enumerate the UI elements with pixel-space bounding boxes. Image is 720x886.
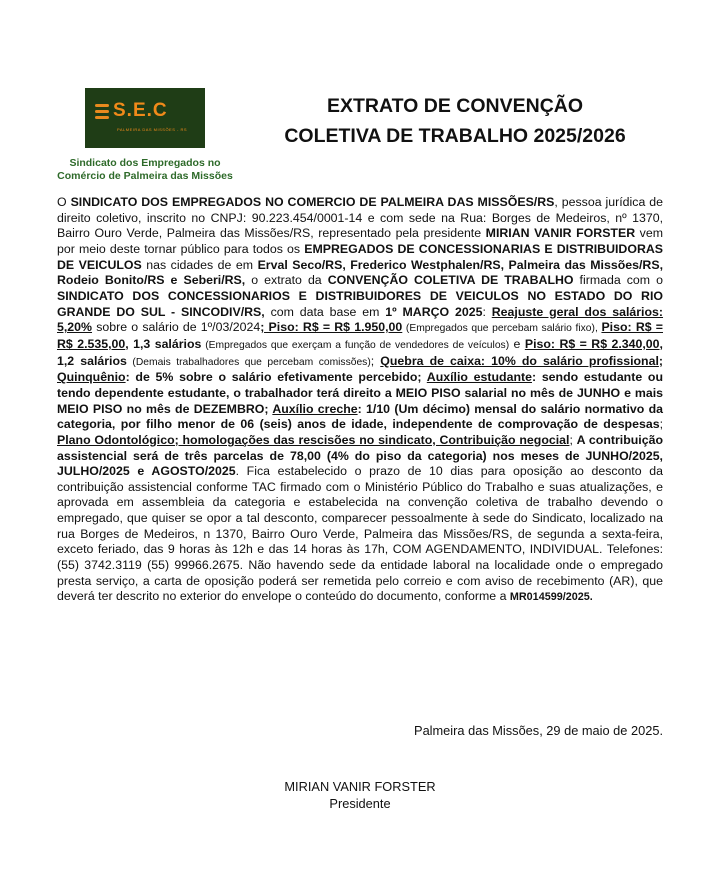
- cities-list: Erval Seco/RS, Frederico Westphalen/RS, Palmeira das Missões/RS, Rodeio Bonito/RS e Seberi/RS,: [57, 257, 663, 288]
- cash-break-clause: Quebra de caixa: 10% do salário profissional: [380, 353, 659, 368]
- text-span: :: [482, 304, 492, 319]
- text-span: O: [57, 195, 71, 209]
- daycare-aid-text: : 1/10 (Um décimo) mensal do salário normativo da categoria, por filho menor de 06 (seis) anos de idade, independente de comprovação de despesas: [57, 401, 663, 432]
- convention-name: CONVENÇÃO COLETIVA DE TRABALHO: [327, 273, 574, 288]
- floor-note: (Empregados que percebam salário fixo),: [402, 323, 602, 335]
- logo-bars-icon: [95, 104, 109, 122]
- student-aid-clause: Auxílio estudante: [426, 370, 532, 385]
- quinquennium-clause: Quinquênio: [57, 370, 126, 385]
- opposition-text: . Fica estabelecido o prazo de 10 dias para oposição ao desconto da contribuição assistencial conforme TAC firmado com o Ministério Público do Trabalho e suas atualizações, e aprovada em assembleia da categoria e estabelecida na convenção coletiva de trabalho devendo o empregado, que quiser se opor a tal desconto, comparecer pessoalmente à sede do Sindicato, localizado na rua Borges de Medeiros, n 1370, Bairro Ouro Verde, Palmeira das Missões/RS, de segunda a sexta-feira, exceto feriado, das 9 horas às 12h e das 14 horas às 17h, COM AGENDAMENTO, INDIVIDUAL. Telefones: (55) 3742.3119 (55) 99966.2675. Não havendo sede da entidade laboral na localidade onde o empregado presta serviço, a carta de oposição poderá ser remetida pelo correio e com aviso de recebimento (AR), que deverá ter descrito no exterior do envelope o conteúdo do documento, conforme a: [57, 464, 663, 604]
- organization-name: [55, 157, 235, 183]
- text-span: sobre o salário de 1º/03/2024: [92, 320, 261, 335]
- text-span: e: [509, 336, 525, 351]
- logo-text: S.E.C: [113, 100, 168, 121]
- text-span: , pessoa jurídica de direito coletivo, inscrito no CNPJ: 90.223.454/0001-14 e com sede na Rua: Borges de Medeiros, nº 1370, Bairro Ouro Verde, Palmeira das Missões/RS, representado pela presidente: [57, 195, 664, 241]
- employer-union-name: SINDICATO DOS CONCESSIONARIOS E DISTRIBUIDORES DE VEICULOS NO ESTADO DO RIO GRANDE DO SUL - SINCODIV/RS,: [57, 288, 663, 319]
- floor-multiplier: , 1,2 salários: [57, 336, 663, 368]
- org-name-line2: Comércio de Palmeira das Missões: [57, 170, 233, 182]
- quinquennium-text: : de 5% sobre o salário efetivamente percebido;: [125, 370, 427, 385]
- base-date: 1º MARÇO 2025: [385, 304, 483, 319]
- floor-commission: Piso: R$ = R$ 2.340,00: [524, 336, 660, 351]
- floor-note: (Demais trabalhadores que percebam comissões): [126, 356, 371, 368]
- daycare-aid-clause: Auxílio creche: [272, 401, 358, 416]
- union-name: SINDICATO DOS EMPREGADOS NO COMERCIO DE PALMEIRA DAS MISSÕES/RS: [70, 195, 555, 209]
- logo-tagline: PALMEIRA DAS MISSÕES - RS: [117, 127, 187, 132]
- title-line1: EXTRATO DE CONVENÇÃO: [326, 95, 584, 117]
- assistance-contribution: A contribuição assistencial será de três parcelas de 78,00 (4% do piso da categoria) nos meses de JUNHO/2025, JULHO/2025 e AGOSTO/2025: [57, 432, 663, 479]
- text-span: ;: [658, 353, 664, 368]
- salary-adjustment: Reajuste geral dos salários: 5,20%: [57, 304, 664, 335]
- document-title: [240, 91, 670, 151]
- date-line: Palmeira das Missões, 29 de maio de 2025.: [414, 723, 663, 738]
- text-span: ;: [659, 417, 663, 432]
- document-body: [57, 195, 663, 606]
- president-name: MIRIAN VANIR FORSTER: [485, 226, 636, 241]
- text-span: com data base em: [264, 304, 386, 319]
- student-aid-text: : sendo estudante ou tendo dependente estudante, o trabalhador terá direito a MEIO PISO salarial no mês de JUNHO e mais MEIO PISO no mês de DEZEMBRO;: [57, 370, 663, 416]
- floor-multiplier: , 1,3 salários: [125, 336, 202, 351]
- title-line2: COLETIVA DE TRABALHO 2025/2026: [284, 125, 626, 147]
- registration-number: MR014599/2025.: [509, 591, 593, 604]
- dental-plan-clause: Plano Odontológico; homologações das rescisões no sindicato, Contribuição negocial: [57, 432, 570, 447]
- signature-name: MIRIAN VANIR FORSTER: [284, 779, 436, 794]
- text-span: vem por meio deste tornar público para todos os: [57, 226, 663, 256]
- text-span: firmada com o: [573, 273, 663, 288]
- text-span: ;: [370, 353, 381, 368]
- floor-note: (Empregados que exerçam a função de vendedores de veículos): [201, 339, 510, 351]
- text-span: nas cidades de em: [141, 257, 258, 272]
- signature-block: [240, 778, 480, 812]
- signature-role: Presidente: [329, 796, 391, 811]
- floor-fixed-salary: ; Piso: R$ = R$ 1.950,00: [260, 320, 403, 335]
- category-name: EMPREGADOS DE CONCESSIONARIAS E DISTRIBUIDORAS DE VEICULOS: [57, 241, 664, 272]
- floor-sellers: Piso: R$ = R$ 2.535,00: [57, 320, 663, 351]
- sec-logo: [85, 88, 205, 148]
- org-name-line1: Sindicato dos Empregados no: [69, 157, 221, 169]
- text-span: o extrato da: [245, 273, 328, 288]
- text-span: ;: [569, 432, 577, 447]
